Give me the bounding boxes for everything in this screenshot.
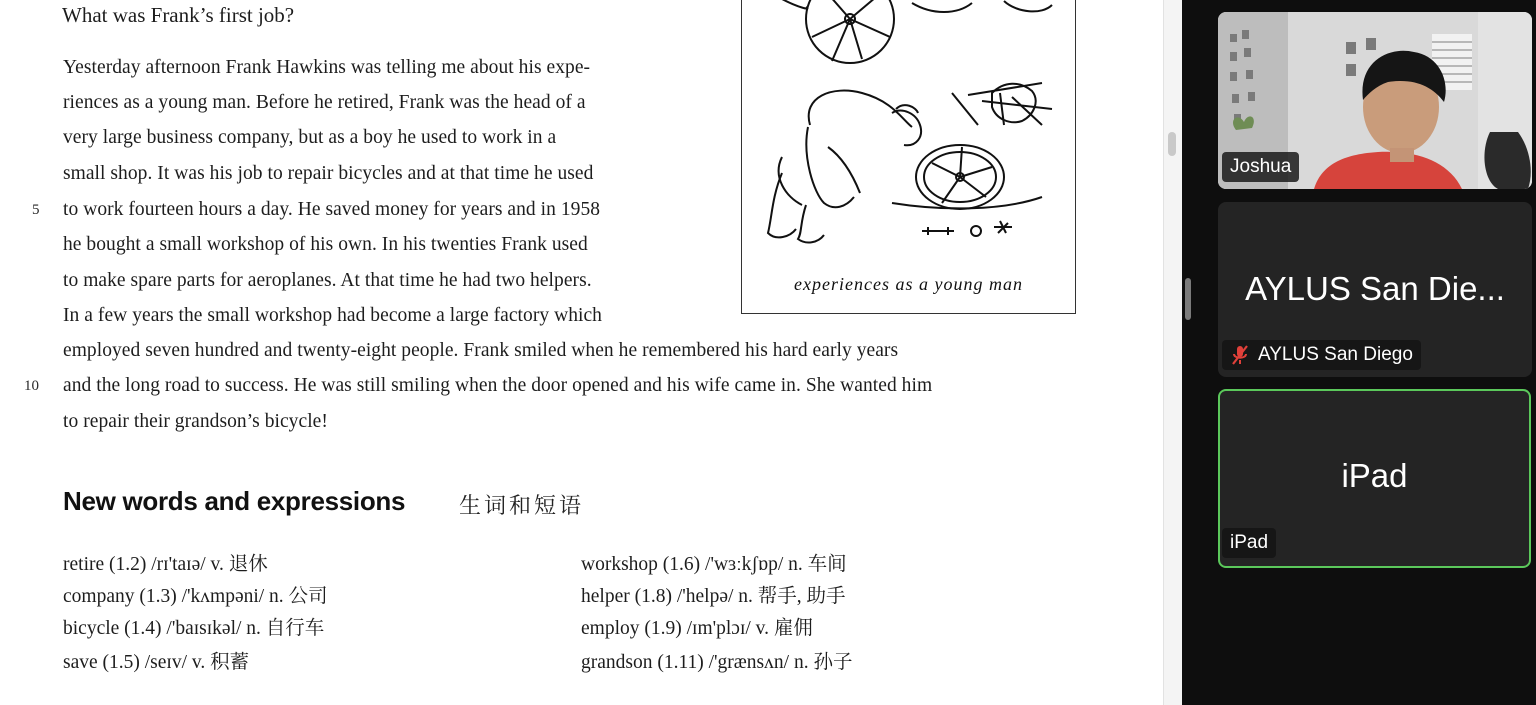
- vocab-entry: employ (1.9) /ɪm'plɔɪ/ v. 雇佣: [581, 618, 813, 639]
- lesson-question: What was Frank’s first job?: [62, 3, 295, 27]
- vocab-entry: workshop (1.6) /'wɜːkʃɒp/ n. 车间: [581, 554, 847, 575]
- vocab-entry: grandson (1.11) /'grænsʌn/ n. 孙子: [581, 652, 853, 673]
- participant-tile-video[interactable]: [1218, 12, 1532, 189]
- paragraph-line: small shop. It was his job to repair bicycles and at that time he used: [63, 163, 594, 184]
- participant-name-text: AYLUS San Diego: [1258, 344, 1413, 365]
- vocab-entry: bicycle (1.4) /'baɪsɪkəl/ n. 自行车: [63, 618, 325, 639]
- paragraph-line: very large business company, but as a boy he used to work in a: [63, 127, 557, 148]
- lesson-illustration: [741, 0, 1076, 314]
- mic-muted-icon: [1230, 344, 1250, 366]
- participant-name-label: [1222, 340, 1421, 370]
- participant-display-name: iPad: [1341, 457, 1408, 494]
- participant-display-name: AYLUS San Die...: [1245, 270, 1505, 307]
- paragraph-line: he bought a small workshop of his own. In his twenties Frank used: [63, 234, 588, 255]
- vocab-entry: save (1.5) /seɪv/ v. 积蓄: [63, 652, 250, 673]
- line-number: 10: [24, 378, 39, 394]
- participant-tile[interactable]: [1218, 202, 1532, 377]
- paragraph-line: Yesterday afternoon Frank Hawkins was telling me about his expe-: [63, 57, 591, 78]
- participant-tile-active-speaker[interactable]: [1218, 389, 1531, 568]
- vocab-entry: retire (1.2) /rɪ'taɪə/ v. 退休: [63, 554, 268, 575]
- document-scrollbar-thumb[interactable]: [1168, 132, 1176, 156]
- paragraph-line: to work fourteen hours a day. He saved money for years and in 1958: [63, 199, 601, 220]
- paragraph-line: to make spare parts for aeroplanes. At that time he had two helpers.: [63, 270, 592, 291]
- paragraph-line: In a few years the small workshop had become a large factory which: [63, 305, 602, 326]
- section-heading-chinese: 生词和短语: [459, 494, 585, 519]
- paragraph-line: riences as a young man. Before he retired, Frank was the head of a: [63, 92, 586, 113]
- paragraph-line: to repair their grandson’s bicycle!: [63, 411, 328, 432]
- vocab-entry: company (1.3) /'kʌmpəni/ n. 公司: [63, 586, 328, 607]
- vocab-entry: helper (1.8) /'helpə/ n. 帮手, 助手: [581, 586, 846, 607]
- document-scrollbar[interactable]: [1163, 0, 1182, 705]
- paragraph-line: employed seven hundred and twenty-eight people. Frank smiled when he remembered his hard early years: [63, 340, 899, 361]
- illustration-caption: experiences as a young man: [794, 274, 1023, 294]
- paragraph-line: and the long road to success. He was still smiling when the door opened and his wife came in. She wanted him: [63, 375, 933, 396]
- participant-name-label: iPad: [1222, 528, 1276, 558]
- participant-name-label: Joshua: [1222, 152, 1299, 182]
- section-heading: New words and expressions: [63, 486, 406, 516]
- bicycle-repair-drawing: [742, 0, 1075, 313]
- line-number: 5: [32, 202, 40, 218]
- panel-resize-handle[interactable]: [1185, 278, 1191, 320]
